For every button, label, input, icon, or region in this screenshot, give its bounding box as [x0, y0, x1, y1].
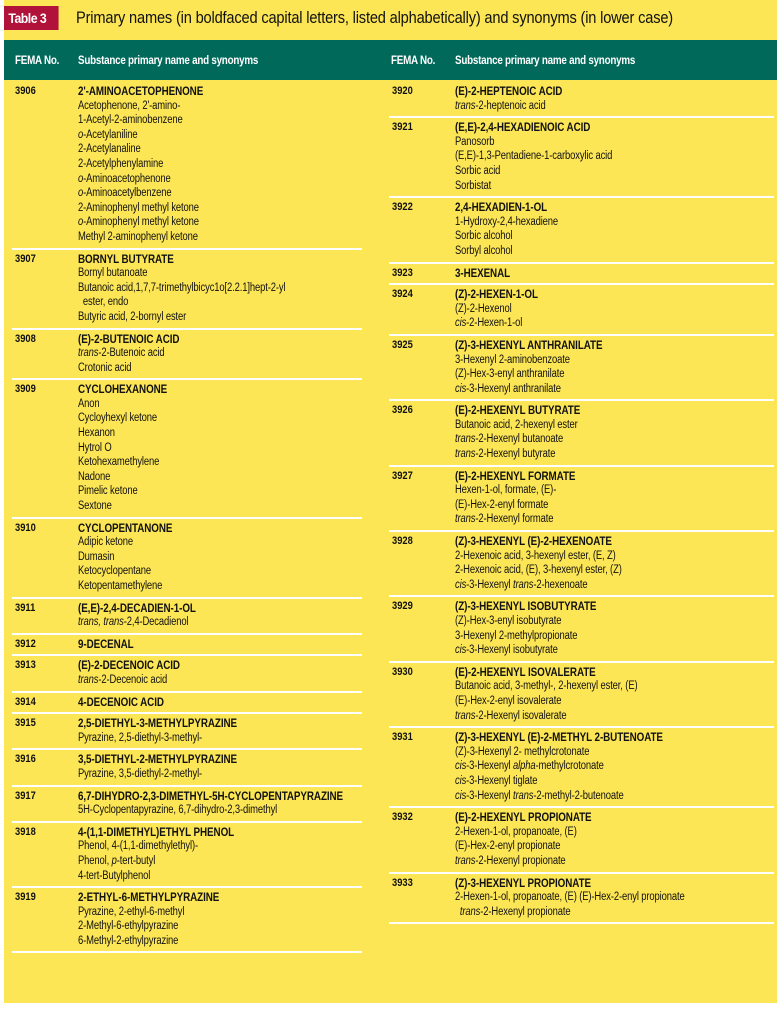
substance-names	[78, 84, 362, 245]
table-row	[12, 787, 362, 823]
synonym: trans-2-Butenoic acid	[78, 347, 165, 360]
table-row	[12, 82, 362, 250]
left-column	[12, 82, 362, 953]
synonym: ester, endo	[82, 296, 129, 309]
synonym: 2-Hexenoic acid, (E), 3-hexenyl ester, (Z)	[455, 564, 622, 577]
synonym: 3-Hexenyl 2-methylpropionate	[455, 629, 578, 642]
synonym: (Z)-Hex-3-enyl anthranilate	[455, 368, 565, 381]
substance-names	[78, 825, 362, 883]
synonym: Anon	[78, 397, 100, 410]
primary-name: 9-DECENAL	[78, 636, 134, 651]
primary-name: BORNYL BUTYRATE	[78, 251, 174, 266]
fema-number: 3921	[392, 121, 413, 134]
synonym: Dumasin	[78, 550, 115, 563]
fema-number: 3915	[15, 717, 36, 730]
fema-number: 3920	[392, 85, 413, 97]
fema-number: 3906	[15, 85, 36, 97]
synonym: (Z)-3-Hexenyl 2- methylcrotonate	[455, 745, 590, 758]
table-header-band	[4, 40, 777, 80]
column-header-name-left: Substance primary name and synonyms	[78, 53, 259, 67]
table-row	[389, 467, 774, 532]
synonym: Hytrol O	[78, 441, 112, 454]
table-row	[12, 599, 362, 635]
table-row	[12, 330, 362, 381]
synonym: 2-Acetylanaline	[78, 143, 141, 156]
fema-number: 3924	[392, 288, 413, 301]
table-row	[389, 285, 774, 336]
fema-number: 3917	[15, 789, 36, 802]
synonym: 2-Aminophenyl methyl ketone	[78, 201, 199, 214]
fema-number: 3929	[392, 600, 413, 613]
synonym: o-Aminoacetophenone	[78, 172, 171, 185]
synonym: 6-Methyl-2-ethylpyrazine	[78, 934, 179, 947]
table-row	[12, 888, 362, 953]
substance-names	[455, 84, 774, 113]
substance-names	[455, 403, 774, 461]
fema-number: 3912	[15, 637, 36, 650]
synonym: 2-Methyl-6-ethylpyrazine	[78, 920, 179, 933]
synonym: Acetophenone, 2'-amino-	[78, 99, 181, 112]
fema-number: 3928	[392, 535, 413, 548]
substance-names	[455, 730, 774, 803]
synonym: Pyrazine, 2-ethyl-6-methyl	[78, 905, 185, 918]
substance-names	[455, 266, 774, 281]
fema-number: 3922	[392, 201, 413, 214]
primary-name: (E)-2-HEXENYL FORMATE	[455, 468, 576, 483]
synonym: (E,E)-1,3-Pentadiene-1-carboxylic acid	[455, 150, 613, 163]
fema-number: 3927	[392, 469, 413, 482]
table-row	[389, 728, 774, 808]
fema-number: 3914	[15, 695, 36, 708]
synonym: cis-3-Hexenyl trans-2-hexenoate	[455, 578, 588, 591]
substance-names	[78, 890, 362, 948]
fema-number: 3926	[392, 404, 413, 417]
primary-name: (E)-2-HEXENYL ISOVALERATE	[455, 664, 596, 679]
synonym: Hexanon	[78, 427, 115, 440]
fema-number: 3925	[392, 338, 413, 351]
synonym: Nadone	[78, 470, 111, 483]
substance-names	[455, 469, 774, 527]
synonym: Sorbyl alcohol	[455, 244, 513, 257]
synonym: (E)-Hex-2-enyl formate	[455, 498, 549, 511]
synonym: o-Acetylaniline	[78, 128, 138, 141]
synonym: 1-Acetyl-2-aminobenzene	[78, 114, 183, 127]
table-row	[389, 874, 774, 925]
synonym: Pyrazine, 2,5-diethyl-3-methyl-	[78, 731, 203, 744]
table-row	[12, 519, 362, 599]
primary-name: 2,4-HEXADIEN-1-OL	[455, 200, 548, 215]
substance-names	[78, 252, 362, 325]
synonym: 3-Hexenyl 2-aminobenzoate	[455, 353, 570, 366]
fema-number: 3919	[15, 891, 36, 904]
primary-name: (E,E)-2,4-DECADIEN-1-OL	[78, 600, 196, 615]
primary-name: 3-HEXENAL	[455, 265, 511, 280]
fema-number: 3932	[392, 811, 413, 824]
primary-name: (Z)-3-HEXENYL (E)-2-HEXENOATE	[455, 534, 612, 549]
primary-name: (E,E)-2,4-HEXADIENOIC ACID	[455, 120, 591, 135]
table-row	[389, 336, 774, 401]
synonym: 2-Hexen-1-ol, propanoate, (E)	[455, 825, 577, 838]
synonym: (Z)-Hex-3-enyl isobutyrate	[455, 615, 562, 627]
synonym: Pimelic ketone	[78, 485, 138, 498]
table-row	[12, 714, 362, 750]
fema-number: 3908	[15, 332, 36, 345]
synonym: trans-2-heptenoic acid	[455, 99, 546, 112]
synonym: cis-2-Hexen-1-ol	[455, 317, 523, 330]
synonym: o-Aminoacetylbenzene	[78, 187, 172, 200]
synonym: Cycloyhexyl ketone	[78, 412, 158, 425]
synonym: 5H-Cyclopentapyrazine, 6,7-dihydro-2,3-dimethyl	[78, 804, 278, 817]
synonym: cis-3-Hexenyl trans-2-methyl-2-butenoate	[455, 789, 624, 802]
primary-name: (E)-2-HEXENYL PROPIONATE	[455, 810, 592, 825]
table-row	[12, 693, 362, 715]
substance-names	[455, 287, 774, 331]
synonym: cis-3-Hexenyl isobutyrate	[455, 644, 558, 657]
fema-number: 3916	[15, 753, 36, 766]
fema-number: 3930	[392, 665, 413, 678]
substance-names	[78, 716, 362, 745]
primary-name: (E)-2-HEPTENOIC ACID	[455, 84, 563, 98]
substance-names	[78, 637, 362, 652]
synonym: Panosorb	[455, 135, 495, 148]
synonym: trans-2-Hexenyl butanoate	[455, 433, 564, 446]
substance-names	[455, 338, 774, 396]
substance-names	[455, 810, 774, 868]
synonym: Ketopentamethylene	[78, 580, 163, 592]
substance-names	[78, 658, 362, 687]
synonym: Methyl 2-aminophenyl ketone	[78, 230, 198, 243]
primary-name: 4-(1,1-DIMETHYL)ETHYL PHENOL	[78, 824, 235, 839]
column-header-name-right: Substance primary name and synonyms	[455, 53, 636, 67]
substance-names	[455, 534, 774, 592]
table-row	[12, 750, 362, 786]
right-column	[389, 82, 774, 924]
synonym: Sorbic alcohol	[455, 230, 513, 243]
synonym: Sextone	[78, 500, 112, 513]
column-header-fema-right: FEMA No.	[391, 53, 436, 67]
substance-names	[78, 332, 362, 376]
substance-names	[455, 120, 774, 193]
substance-names	[455, 665, 774, 723]
synonym: trans-2-Hexenyl isovalerate	[455, 709, 567, 722]
substance-names	[455, 876, 774, 920]
synonym: Bornyl butanoate	[78, 267, 148, 280]
synonym: cis-3-Hexenyl tiglate	[455, 774, 538, 787]
primary-name: (E)-2-BUTENOIC ACID	[78, 331, 180, 346]
primary-name: 4-DECENOIC ACID	[78, 694, 164, 709]
synonym: Hexen-1-ol, formate, (E)-	[455, 484, 557, 497]
synonym: trans-2-Hexenyl propionate	[455, 854, 566, 867]
fema-number: 3911	[15, 601, 36, 614]
synonym: (E)-Hex-2-enyl isovalerate	[455, 694, 562, 707]
substance-names	[78, 752, 362, 781]
table-row	[389, 198, 774, 263]
substance-names	[78, 521, 362, 594]
substance-names	[78, 382, 362, 513]
synonym: cis-3-Hexenyl alpha-methylcrotonate	[455, 760, 604, 773]
primary-name: (E)-2-DECENOIC ACID	[78, 658, 180, 673]
primary-name: (Z)-3-HEXENYL ISOBUTYRATE	[455, 599, 597, 614]
synonym: trans-2-Decenoic acid	[78, 673, 168, 686]
table-row	[389, 532, 774, 597]
synonym: trans-2-Hexenyl formate	[455, 513, 554, 526]
synonym: Sorbic acid	[455, 164, 501, 177]
synonym: 2-Acetylphenylamine	[78, 157, 164, 170]
synonym: (Z)-2-Hexenol	[455, 302, 512, 315]
table-row	[389, 264, 774, 286]
table-row	[12, 656, 362, 692]
synonym: Phenol, 4-(1,1-dimethylethyl)-	[78, 840, 199, 853]
column-header-fema-left: FEMA No.	[15, 53, 60, 67]
synonym: cis-3-Hexenyl anthranilate	[455, 382, 561, 395]
fema-number: 3910	[15, 521, 36, 534]
synonym: (E)-Hex-2-enyl propionate	[455, 840, 561, 853]
table-row	[12, 250, 362, 330]
synonym: 4-tert-Butylphenol	[78, 869, 151, 882]
synonym: Butanoic acid,1,7,7-trimethylbicyc1o[2.2.1]hept-2-yl	[78, 281, 286, 294]
fema-number: 3933	[392, 876, 413, 889]
table-row	[12, 380, 362, 518]
substance-names	[78, 601, 362, 630]
primary-name: (Z)-3-HEXENYL ANTHRANILATE	[455, 337, 603, 352]
synonym: 2-Hexen-1-ol, propanoate, (E) (E)-Hex-2-enyl propionate	[455, 891, 685, 904]
primary-name: 3,5-DIETHYL-2-METHYLPYRAZINE	[78, 752, 237, 767]
primary-name: CYCLOPENTANONE	[78, 520, 173, 535]
synonym: Butanoic acid, 3-methyl-, 2-hexenyl ester, (E)	[455, 680, 638, 693]
fema-number: 3931	[392, 731, 413, 744]
synonym: Ketohexamethylene	[78, 456, 160, 469]
synonym: trans, trans-2,4-Decadienol	[78, 616, 189, 629]
table-caption: Primary names (in boldfaced capital letters, listed alphabetically) and synonyms (in lower case)	[76, 8, 673, 27]
primary-name: (Z)-2-HEXEN-1-OL	[455, 287, 538, 302]
synonym: Ketocyclopentane	[78, 565, 152, 578]
synonym: trans-2-Hexenyl butyrate	[455, 448, 556, 461]
table-row	[389, 808, 774, 873]
primary-name: 2,5-DIETHYL-3-METHYLPYRAZINE	[78, 716, 237, 731]
table-row	[389, 663, 774, 728]
synonym: Adipic ketone	[78, 536, 134, 549]
synonym: 1-Hydroxy-2,4-hexadiene	[455, 215, 559, 228]
substance-names	[78, 789, 362, 818]
table-row	[389, 82, 774, 118]
table-title-bar	[4, 6, 673, 30]
fema-number: 3907	[15, 252, 36, 265]
primary-name: 2-ETHYL-6-METHYLPYRAZINE	[78, 890, 220, 905]
table-row	[389, 118, 774, 198]
synonym: o-Aminophenyl methyl ketone	[78, 216, 199, 229]
synonym: Butyric acid, 2-bornyl ester	[78, 310, 187, 323]
synonym: Pyrazine, 3,5-diethyl-2-methyl-	[78, 767, 203, 780]
fema-number: 3913	[15, 659, 36, 672]
primary-name: (Z)-3-HEXENYL PROPIONATE	[455, 875, 591, 890]
fema-number: 3909	[15, 383, 36, 396]
synonym: Crotonic acid	[78, 361, 132, 374]
synonym: Butanoic acid, 2-hexenyl ester	[455, 418, 578, 431]
substance-names	[78, 695, 362, 710]
synonym: trans-2-Hexenyl propionate	[459, 905, 571, 918]
table-row	[389, 597, 774, 662]
primary-name: 2'-AMINOACETOPHENONE	[78, 84, 204, 98]
synonym: Sorbistat	[455, 179, 492, 192]
fema-number: 3918	[15, 825, 36, 838]
substance-names	[455, 200, 774, 258]
primary-name: (E)-2-HEXENYL BUTYRATE	[455, 403, 581, 418]
table-number-badge: Table 3	[4, 6, 59, 30]
synonym: 2-Hexenoic acid, 3-hexenyl ester, (E, Z)	[455, 549, 616, 562]
substance-names	[455, 599, 774, 657]
table-row	[389, 401, 774, 466]
primary-name: CYCLOHEXANONE	[78, 382, 168, 397]
fema-number: 3923	[392, 266, 413, 279]
primary-name: 6,7-DIHYDRO-2,3-DIMETHYL-5H-CYCLOPENTAPYRAZINE	[78, 788, 344, 803]
synonym: Phenol, p-tert-butyl	[78, 854, 156, 867]
primary-name: (Z)-3-HEXENYL (E)-2-METHYL 2-BUTENOATE	[455, 730, 663, 745]
table-row	[12, 635, 362, 657]
table-row	[12, 823, 362, 888]
